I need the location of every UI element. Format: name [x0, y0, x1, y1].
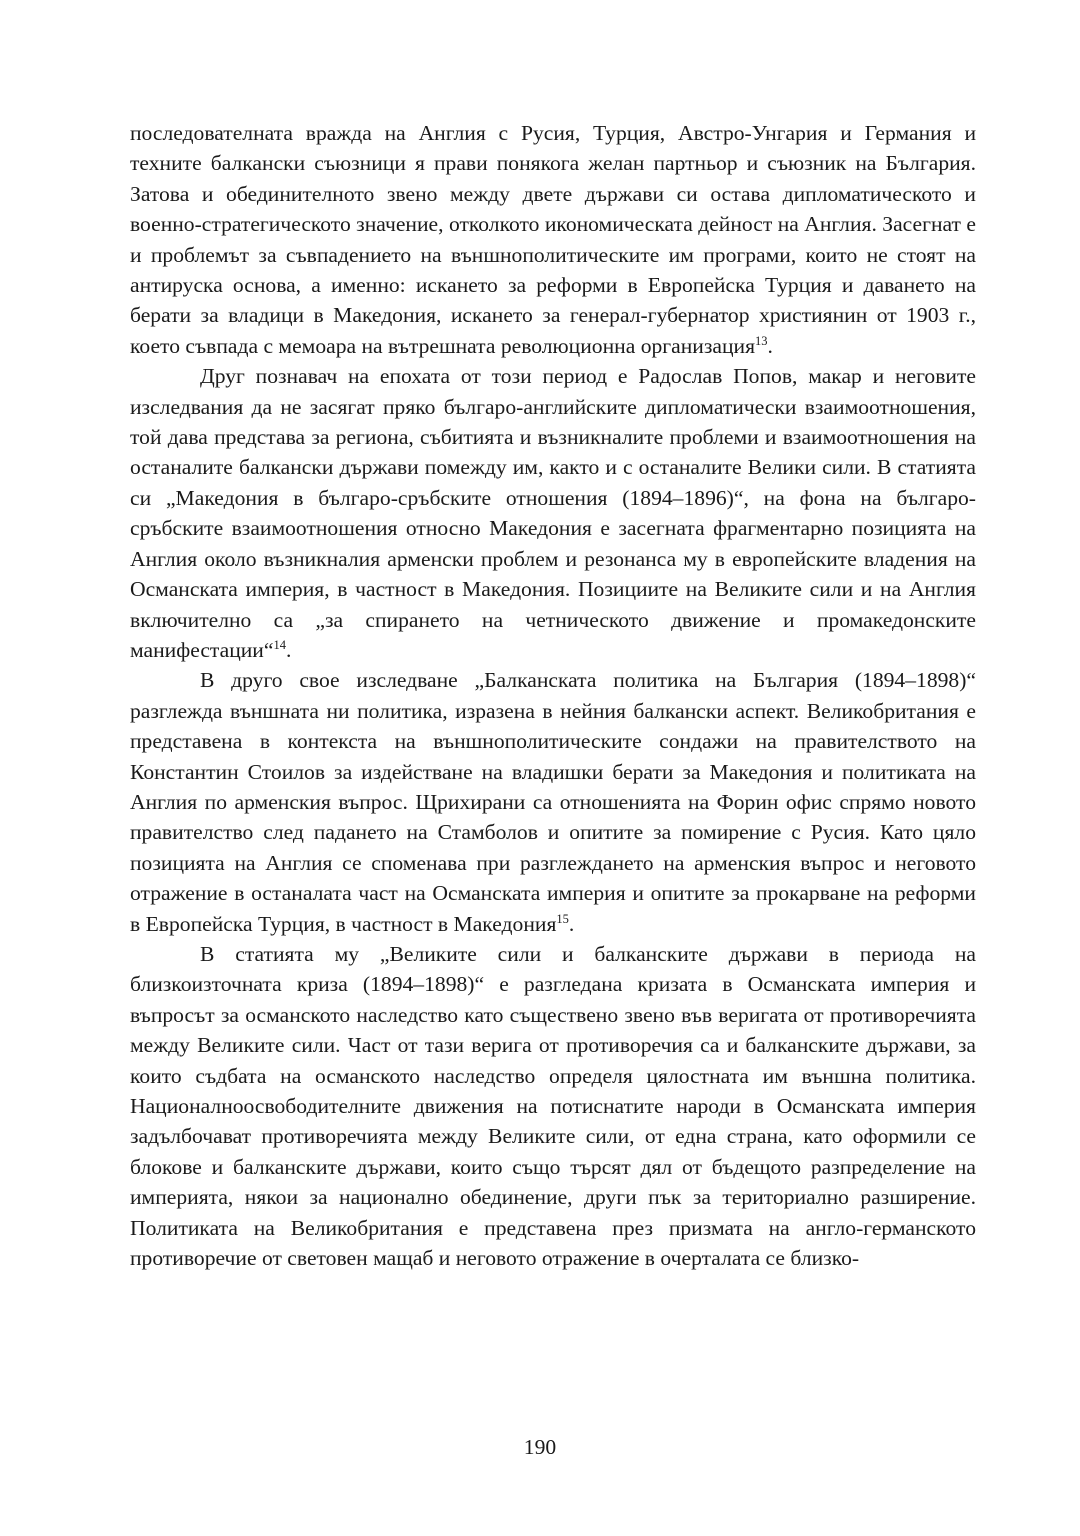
paragraph-3	[130, 665, 976, 939]
paragraph-4	[130, 939, 976, 1273]
paragraph-4-text: В статията му „Великите сили и балканските държави в периода на близкоизточната криза (1894–1898)“ е разгледана кризата в Османската империя и въпросът за османското наследство като съществено звено във веригата от противоречията между Великите сили. Част от тази верига от противоречия са и балканските държави, за които съдбата на османското наследство определя цялостната им външна политика. Националноосвободителните движения на потиснатите народи в Османската империя задълбочават противоречията между Великите сили, от една страна, като оформили се блокове и балканските държави, които също търсят дял от бъдещото разпределение на империята, някои за национално обединение, други пък за териториално разширение. Политиката на Великобритания е представена през призмата на англо-германското противоречие от световен мащаб и неговото отражение в очерталата се близко-	[130, 941, 976, 1271]
paragraph-1-text: последователната вражда на Англия с Русия, Турция, Австро-Унгария и Германия и техните балкански съюзници я прави понякога желан партньор и съюзник на България. Затова и обединителното звено между двете държави си остава дипломатическото и военно-стратегическото значение, отколкото икономическата дейност на Англия. Засегнат е и проблемът за съвпадението на външнополитическите им програми, които не стоят на антируска основа, а именно: искането за реформи в Европейска Турция и даването на берати за владици в Македония, искането за генерал-губернатор християнин от 1903 г., което съвпада с мемоара на вътрешната революционна организация	[130, 121, 976, 358]
paragraph-1	[130, 118, 976, 361]
paragraph-2	[130, 361, 976, 665]
footnote-ref-15: 15	[556, 911, 569, 926]
paragraph-1-end: .	[767, 333, 773, 358]
paragraph-2-text: Друг познавач на епохата от този период е Радослав Попов, макар и неговите изследвания да не засягат пряко българо-английските дипломатически взаимоотношения, той дава представа за региона, събитията и възникналите проблеми и взаимоотношения на останалите балкански държави помежду им, както и с останалите Велики сили. В статията си „Македония в българо-сръбските отношения (1894–1896)“, на фона на българо-сръбските взаимоотношения относно Македония е засегната фрагментарно позицията на Англия около възникналия арменски проблем и резонанса му в европейските владения на Османската империя, в частност в Македония. Позициите на Великите сили и на Англия включително са „за спирането на четническото движение и промакедонските манифестации“	[130, 364, 976, 662]
footnote-ref-14: 14	[273, 637, 286, 652]
footnote-ref-13: 13	[755, 333, 768, 348]
paragraph-2-end: .	[285, 637, 292, 662]
paragraph-3-end: .	[568, 911, 575, 936]
paragraph-3-text: В друго свое изследване „Балканската политика на България (1894–1898)“ разглежда външната ни политика, изразена в нейния балкански аспект. Великобритания е представена в контекста на външнополитическите сондажи на правителството на Константин Стоилов за издействане на владишки берати за Македония и политиката на Англия по арменския въпрос. Щрихирани са отношенията на Форин офис спрямо новото правителство след падането на Стамболов и опитите за помирение с Русия. Като цяло позицията на Англия се споменава при разглеждането на арменския въпрос и неговото отражение в останалата част на Османската империя и опитите за прокарване на реформи в Европейска Турция, в частност в Македония	[130, 668, 976, 936]
page-number: 190	[523, 1435, 557, 1459]
body-text	[130, 118, 976, 1273]
